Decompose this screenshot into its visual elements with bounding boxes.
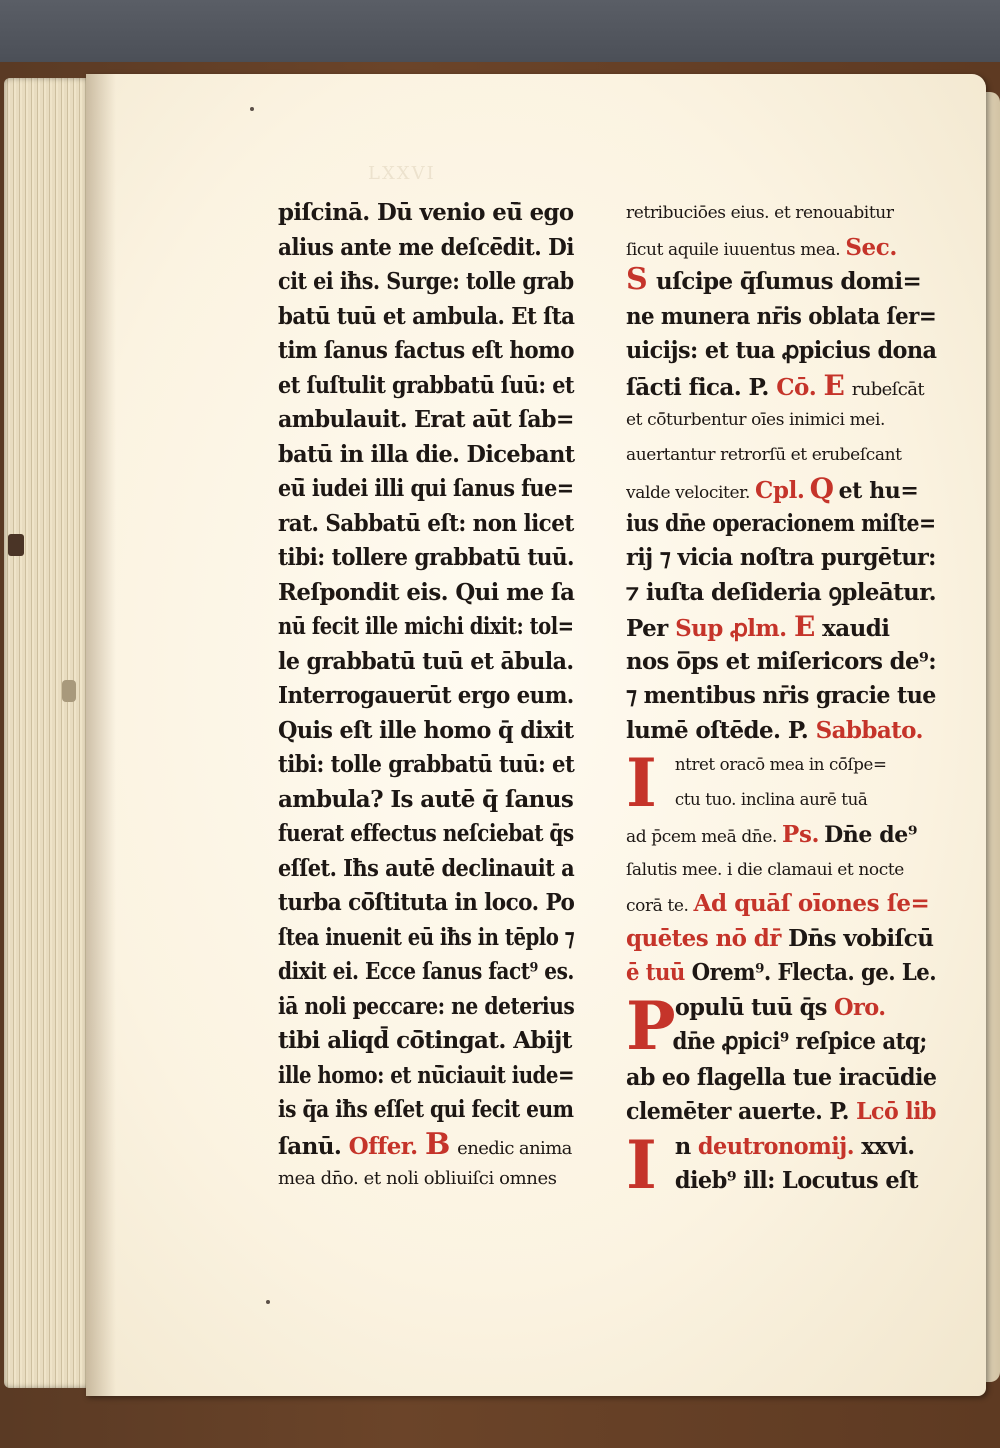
text-line: Reſpondit eis. Qui me ſa bbox=[278, 578, 575, 606]
text-span: Per bbox=[626, 615, 668, 642]
text-line bbox=[278, 1128, 574, 1163]
text-line: turba cō̄ſtituta in loco. Po bbox=[278, 889, 575, 916]
text-line: eū̄ iudei illi qui ſanus fue= bbox=[278, 475, 574, 502]
text-line: ⁊ iuſta deſideria ꝯpleātur. bbox=[626, 578, 936, 606]
right-column bbox=[626, 196, 937, 1204]
rubric: Cō. bbox=[776, 373, 817, 401]
text-span: clemēter auerte. P. bbox=[626, 1098, 849, 1125]
text-line: ambula? Is autē q̄ ſanus bbox=[278, 785, 574, 813]
ink-speck bbox=[266, 1300, 270, 1304]
text-line: is q̄a iħs eſſet qui fecit eum bbox=[278, 1096, 574, 1123]
text-line: iā noli peccare: ne deterius bbox=[278, 992, 575, 1020]
clasp-fragment bbox=[62, 680, 76, 702]
text-line bbox=[626, 991, 886, 1026]
text-line: auertantur retrorſū et erubeſcant bbox=[626, 444, 902, 465]
text-line bbox=[626, 369, 936, 404]
text-line: ⁊ mentibus nr̄is gracie tue bbox=[626, 682, 936, 709]
text-span: ſicut aquile iuuentus mea. bbox=[626, 239, 841, 260]
deut-block bbox=[626, 1125, 936, 1204]
text-line: ille homo: et nū̄ciauit iude= bbox=[278, 1061, 575, 1089]
initial-capital: E bbox=[823, 368, 845, 402]
text-line: piſcinā. Dū venio eū̄ ego bbox=[278, 199, 574, 226]
text-line: Quis eſt ille homo q̄ dixit bbox=[278, 716, 574, 744]
left-column bbox=[278, 196, 574, 1197]
text-span: ſanū. bbox=[278, 1132, 342, 1160]
text-line bbox=[626, 818, 936, 853]
text-span: corā te. bbox=[626, 896, 689, 916]
text-line bbox=[626, 472, 936, 507]
clasp bbox=[8, 534, 24, 556]
text-line: ne munera nr̄is oblata ſer= bbox=[626, 302, 937, 330]
intret-block bbox=[626, 744, 936, 822]
text-line bbox=[626, 1130, 915, 1165]
text-line: retribuciōes eius. et renouabitur bbox=[626, 203, 894, 223]
text-span: valde velociter. bbox=[626, 483, 750, 503]
rubric: Sec. bbox=[845, 233, 897, 261]
text-line: mea dn̄o. et noli obliuiſci omnes bbox=[278, 1168, 557, 1189]
text-line: ctu tuo. inclina aurē tuā bbox=[674, 789, 868, 810]
initial-capital: I bbox=[626, 744, 657, 822]
initial-capital: P bbox=[626, 986, 676, 1065]
text-line bbox=[626, 714, 936, 749]
text-line bbox=[626, 887, 936, 922]
text-span: ſācti fica. P. bbox=[626, 373, 769, 401]
rubric: Ad quāſ oīones ſe= bbox=[693, 890, 930, 917]
rubric: Cpl. bbox=[755, 477, 805, 504]
text-span: et hu= bbox=[838, 478, 919, 504]
text-line: nū fecit ille michi dixit: tol= bbox=[278, 613, 574, 640]
text-line: ab eo flagella tue iracūdie bbox=[626, 1063, 937, 1091]
populum-block bbox=[626, 986, 936, 1065]
text-line: et ſuſtulit grabbatū ſuū: et bbox=[278, 371, 574, 399]
text-line: tibi aliqd̄ cō̄tingat. Abijt bbox=[278, 1027, 572, 1054]
text-span: ad p̄cem meā dn̄e. bbox=[626, 827, 778, 847]
rubric: Lcō lib bbox=[856, 1098, 936, 1125]
text-span: Dn̄e de⁹ bbox=[824, 822, 918, 848]
rubric: Ps. bbox=[782, 821, 820, 848]
text-line: ntret oracō mea in cō̄ſpe= bbox=[674, 755, 887, 775]
text-line: Interrogauerūt ergo eum. bbox=[278, 682, 574, 709]
rubric: quētes nō dr̄ bbox=[626, 924, 781, 952]
text-line: tibi: tolle grabbatū tuū: et bbox=[278, 751, 575, 778]
initial-capital: B bbox=[424, 1127, 450, 1162]
ink-speck bbox=[250, 107, 254, 111]
text-line: rij ⁊ vicia noſtra purgētur: bbox=[626, 544, 936, 571]
text-line: ambulauit. Erat aūt ſab= bbox=[278, 406, 574, 433]
text-line: ſtea inuenit eū iħs in tēplo ⁊ bbox=[278, 923, 575, 951]
initial-capital: I bbox=[626, 1125, 657, 1204]
text-line: alius ante me deſcē̄dit. Di bbox=[278, 233, 574, 261]
text-line: cit ei iħs. Surge: tolle grab bbox=[278, 268, 574, 295]
text-span: opulū tuū q̄s bbox=[674, 993, 827, 1021]
rubric: deutronomij. bbox=[697, 1132, 854, 1160]
text-line bbox=[626, 922, 936, 957]
initial-capital: E bbox=[794, 610, 815, 643]
text-line: uicijs: et tua ꝓpicius dona bbox=[626, 337, 937, 364]
text-line: rat. Sabbatū eſt: non licet bbox=[278, 509, 574, 537]
text-span: lumē oſtēde. P. bbox=[626, 716, 809, 744]
text-span: uſcipe q̄ſumus domi= bbox=[656, 268, 922, 295]
text-line: nos o̅ps et miſericors de⁹: bbox=[626, 647, 937, 675]
text-line: dieb⁹ ill: Locutus eſt bbox=[674, 1167, 918, 1194]
text-line: batū tuū et ambula. Et ſta bbox=[278, 302, 575, 330]
text-line bbox=[626, 265, 936, 300]
text-line: tibi: tollere grabbatū tuū. bbox=[278, 544, 575, 571]
initial-capital: Q bbox=[809, 472, 834, 505]
rubric: Sabbato. bbox=[815, 716, 923, 744]
text-line bbox=[626, 1095, 936, 1130]
text-line: eſſet. Iħs autē declinauit a bbox=[278, 854, 575, 882]
gutter-shadow bbox=[86, 74, 116, 1396]
text-line: le grabbatū tuū et ābula. bbox=[278, 647, 574, 675]
text-line: ius dn̄e operacionem miſte= bbox=[626, 509, 936, 537]
text-span: n bbox=[674, 1132, 691, 1160]
text-span: Dn̄s vobiſcū bbox=[788, 924, 934, 952]
page-number: LXXVI bbox=[368, 163, 436, 184]
text-span: rubeſcāt bbox=[851, 378, 924, 400]
text-line: batū in illa die. Dicebant bbox=[278, 440, 575, 468]
text-span: enedic anima bbox=[457, 1137, 572, 1159]
text-span: xaudi bbox=[822, 615, 890, 642]
text-line: tim ſanus factus eſt homo bbox=[278, 337, 574, 364]
text-line: dixit ei. Ecce ſanus fact⁹ es. bbox=[278, 958, 574, 985]
text-line bbox=[626, 231, 936, 266]
text-line: dn̄e ꝓpici⁹ reſpice atq; bbox=[672, 1028, 927, 1055]
text-line: fuerat effectus neſciebat q̄s bbox=[278, 820, 574, 847]
text-line: ſalutis mee. i die clamaui et nocte bbox=[626, 859, 904, 880]
rubric: Sup ꝓlm. bbox=[675, 615, 787, 642]
page-stack bbox=[4, 78, 92, 1388]
text-line bbox=[626, 956, 936, 991]
text-line: et cō̄turbentur oīes inimici mei. bbox=[626, 410, 885, 430]
rubric: Offer. bbox=[348, 1132, 418, 1160]
text-span: xxvi. bbox=[861, 1132, 915, 1160]
text-span: Orem⁹. Flecta. ge. Le. bbox=[691, 959, 937, 986]
text-line bbox=[626, 610, 936, 645]
rubric: Oro. bbox=[834, 993, 886, 1021]
initial-capital: S bbox=[626, 265, 648, 297]
rubric: ē tuū bbox=[626, 959, 685, 986]
